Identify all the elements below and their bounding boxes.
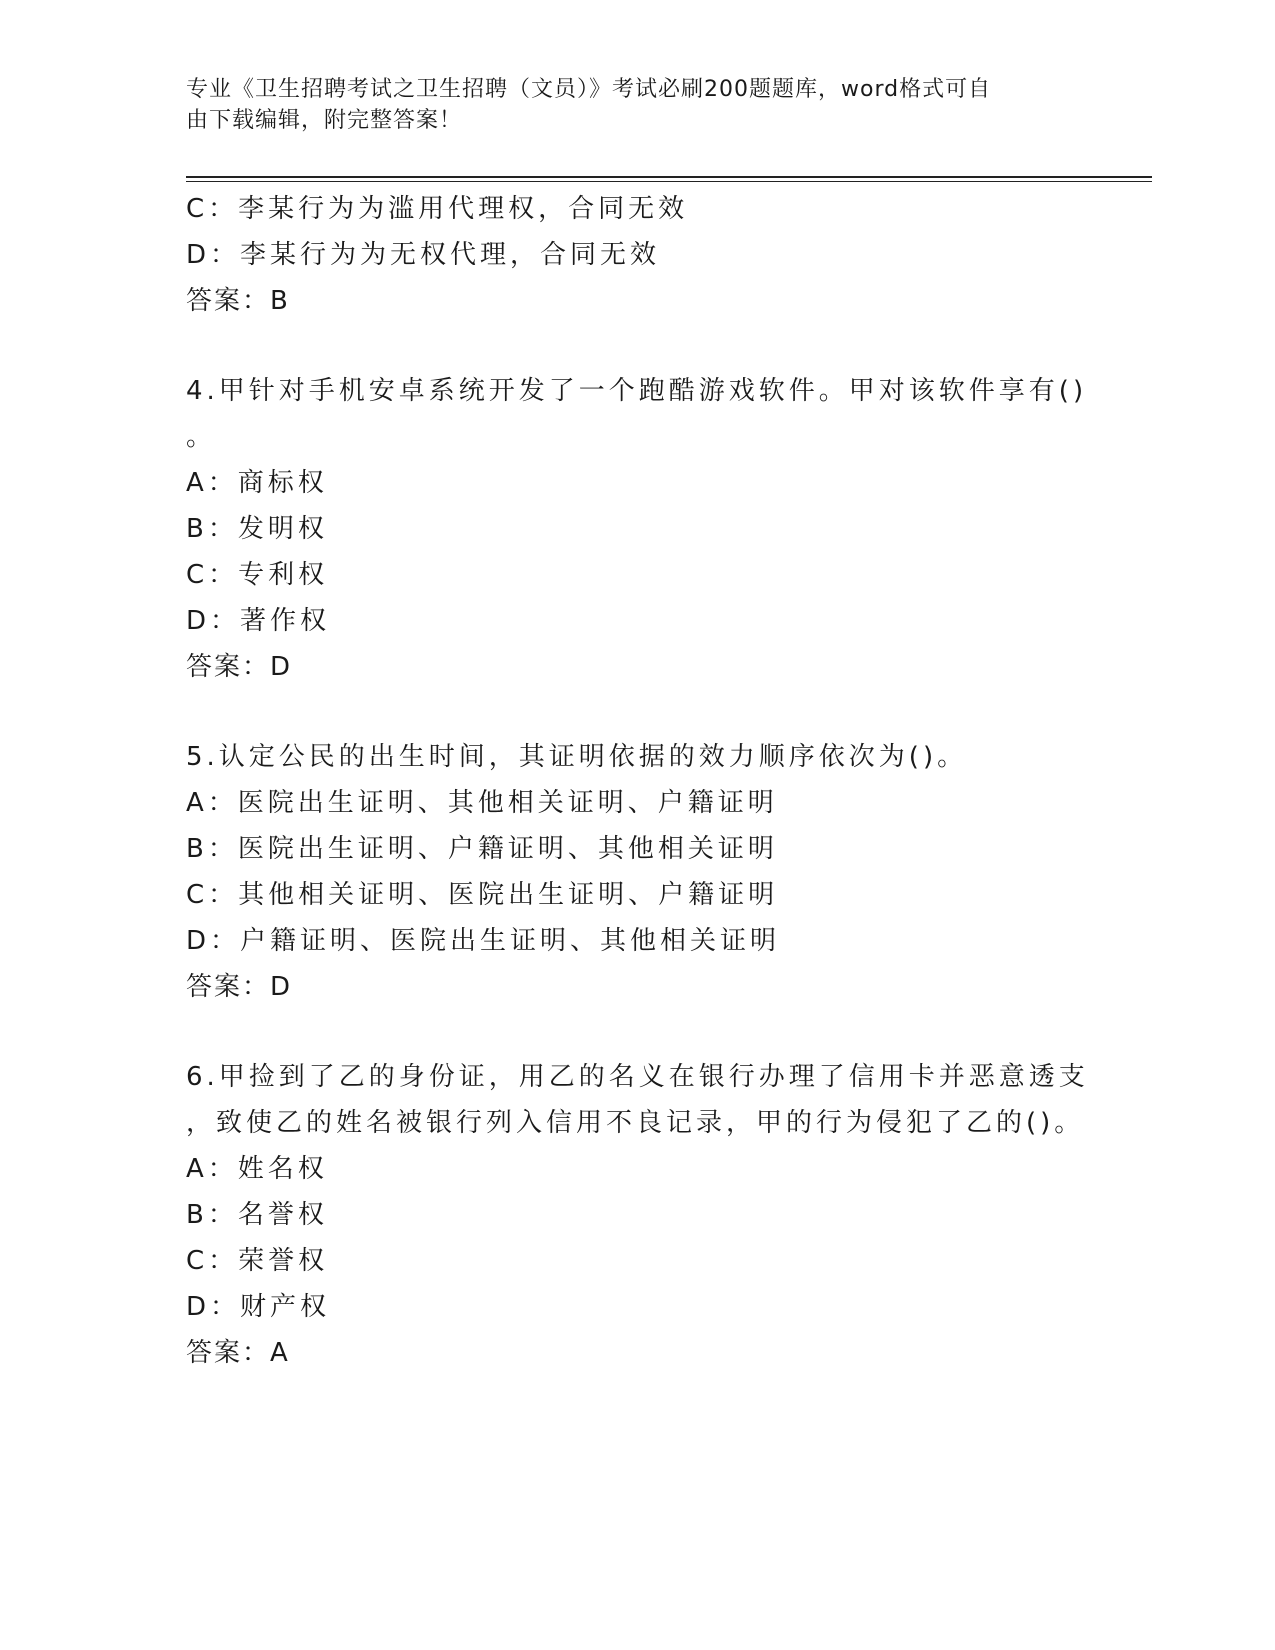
document-header xyxy=(186,74,1086,136)
q6-option-b: B：名誉权 xyxy=(186,1200,328,1230)
question-4 xyxy=(186,368,1088,690)
header-line-2: 由下载编辑，附完整答案！ xyxy=(186,108,463,133)
q5-option-c: C：其他相关证明、医院出生证明、户籍证明 xyxy=(186,880,779,910)
q4-stem-line-1: 4.甲针对手机安卓系统开发了一个跑酷游戏软件。甲对该软件享有() xyxy=(186,376,1088,406)
q5-stem: 5.认定公民的出生时间，其证明依据的效力顺序依次为()。 xyxy=(186,742,968,772)
q4-option-d: D：著作权 xyxy=(186,606,331,636)
q5-option-b: B：医院出生证明、户籍证明、其他相关证明 xyxy=(186,834,778,864)
q6-option-c: C：荣誉权 xyxy=(186,1246,329,1276)
question-spacer xyxy=(186,1010,1066,1054)
q5-option-d: D：户籍证明、医院出生证明、其他相关证明 xyxy=(186,926,781,956)
q4-option-c: C：专利权 xyxy=(186,560,329,590)
question-5 xyxy=(186,734,1066,1010)
question-list xyxy=(186,186,1089,1376)
header-line-1: 专业《卫生招聘考试之卫生招聘（文员）》考试必刷200题题库，word格式可自 xyxy=(186,77,992,102)
question-spacer xyxy=(186,690,1066,734)
q6-stem-line-2: ，致使乙的姓名被银行列入信用不良记录，甲的行为侵犯了乙的()。 xyxy=(186,1108,1085,1138)
q6-option-a: A：姓名权 xyxy=(186,1154,328,1184)
q3-option-d: D：李某行为为无权代理，合同无效 xyxy=(186,240,661,270)
q6-stem-line-1: 6.甲捡到了乙的身份证，用乙的名义在银行办理了信用卡并恶意透支 xyxy=(186,1062,1089,1092)
header-divider-thin xyxy=(186,181,1152,182)
question-3 xyxy=(186,186,1066,324)
q4-option-a: A：商标权 xyxy=(186,468,328,498)
question-6 xyxy=(186,1054,1089,1376)
q4-stem-line-2: 。 xyxy=(186,422,217,452)
q5-option-a: A：医院出生证明、其他相关证明、户籍证明 xyxy=(186,788,778,818)
header-divider-thick xyxy=(186,176,1152,178)
q6-answer: 答案：A xyxy=(186,1338,290,1368)
question-spacer xyxy=(186,324,1066,368)
q4-answer: 答案：D xyxy=(186,652,293,682)
q5-answer: 答案：D xyxy=(186,972,293,1002)
q3-answer: 答案：B xyxy=(186,286,290,316)
q3-option-c: C：李某行为为滥用代理权，合同无效 xyxy=(186,194,689,224)
q6-option-d: D：财产权 xyxy=(186,1292,331,1322)
q4-option-b: B：发明权 xyxy=(186,514,328,544)
